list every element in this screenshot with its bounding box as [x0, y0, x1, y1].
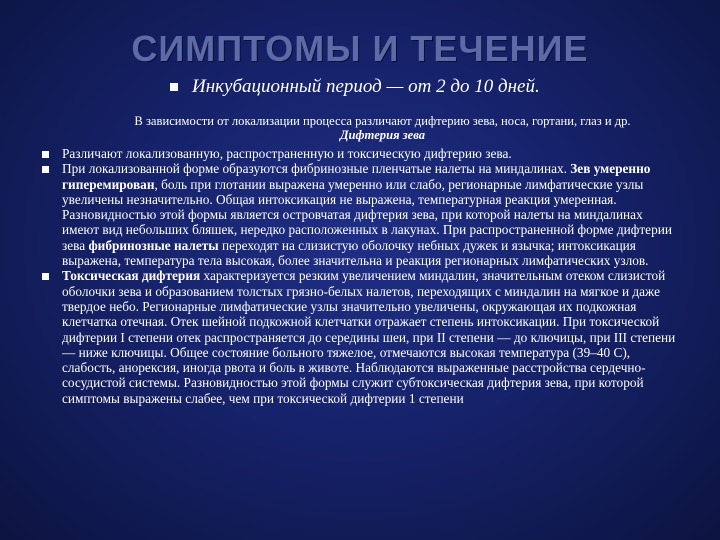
item-text: Различают локализованную, распространенную и токсическую дифтерию зева.	[62, 146, 512, 161]
lead-text: В зависимости от локализации процесса различают дифтерию зева, носа, гортани, глаз и др.	[134, 114, 631, 128]
bullet-square-icon	[42, 166, 49, 173]
bullet-square-icon	[42, 151, 49, 158]
section-heading: Дифтерия зева	[339, 128, 426, 142]
item-text: , боль при глотании выражена умеренно или слабо, регионарные лимфатические узлы увеличены незначительно. Общая интоксикация не выражена, температурная реакция умеренная. Разновидностью этой формы является островчатая дифтерия зева, при которой налеты на миндалинах имеют вид небольших бляшек, нередко расположенных в лакунах. При распространенной форме дифтерии зева	[62, 176, 672, 253]
item-text: переходят на слизистую оболочку небных дужек и язычка; интоксикация выражена, температура тела высокая, более значительна и реакция регионарных лимфатических узлов.	[62, 237, 649, 269]
list-item	[42, 161, 682, 268]
item-text: При локализованной форме образуются фибринозные пленчатые налеты на миндалинах.	[62, 161, 571, 177]
incubation-subtitle: Инкубационный период — от 2 до 10 дней.	[192, 76, 540, 97]
lead-paragraph	[60, 114, 705, 142]
emphasis-text: фибринозные налеты	[88, 237, 219, 253]
bullet-square-icon	[42, 273, 49, 280]
emphasis-text: Токсическая дифтерия	[62, 268, 201, 284]
emphasis-text: Зев умеренно гиперемирован	[62, 161, 651, 192]
bullet-list	[42, 146, 682, 406]
subtitle-row	[170, 76, 690, 98]
list-item	[42, 268, 682, 406]
slide-title: СИМПТОМЫ И ТЕЧЕНИЕ	[131, 28, 589, 69]
list-item	[42, 146, 682, 161]
item-text: характеризуется резким увеличением миндалин, значительным отеком слизистой оболочки зева и образованием толстых грязно-белых налетов, переходящих с миндалин на мягкое и даже твердое небо. Регионарные лимфатические узлы значительно увеличены, окружающая их подкожная клетчатка отечная. Отек шейной подкожной клетчатки отражает степень интоксикации. При токсической дифтерии I степени отек распространяется до середины шеи, при II степени — до ключицы, при III степени — ниже ключицы. Общее состояние больного тяжелое, отмечаются высокая температура (39–40 С), слабость, анорексия, иногда рвота и боль в животе. Наблюдаются выраженные расстройства сердечно-сосудистой системы. Разновидностью этой формы служит субтоксическая дифтерия зева, при которой симптомы выражены слабее, чем при токсической дифтерии 1 степени	[62, 268, 676, 406]
bullet-square-icon	[170, 83, 178, 91]
